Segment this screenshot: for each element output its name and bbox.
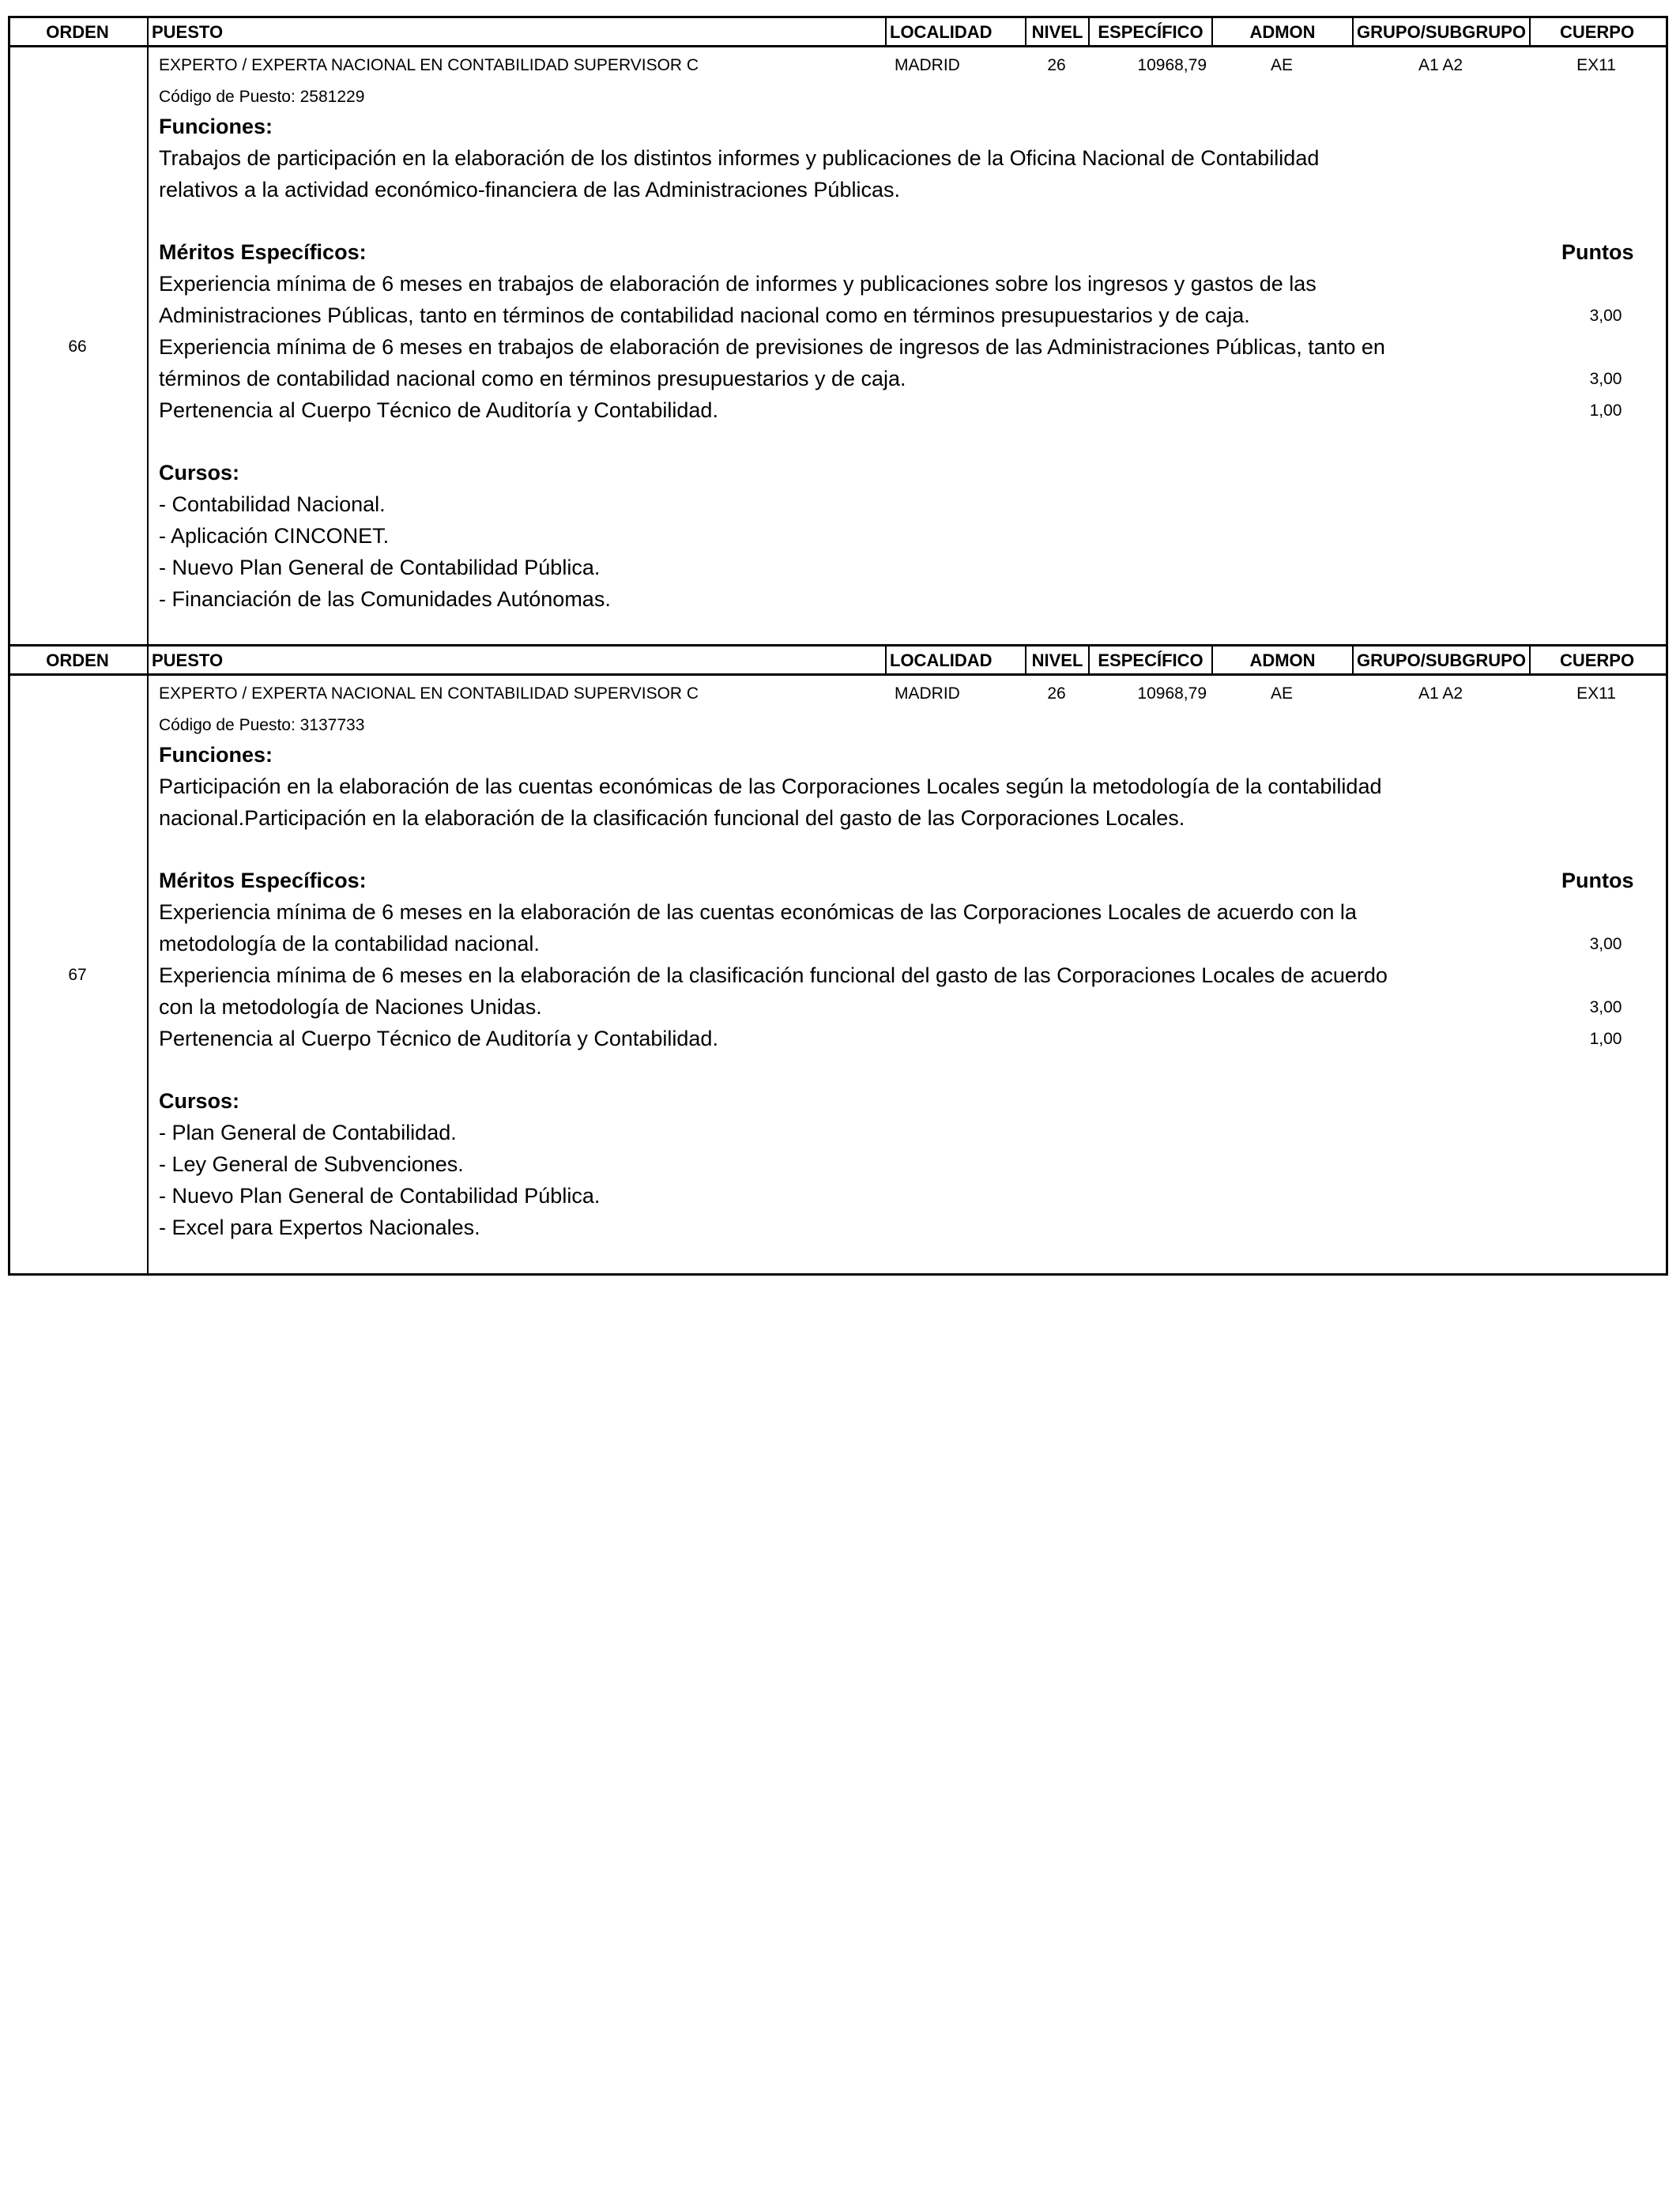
merito-line: con la metodología de Naciones Unidas. (159, 995, 542, 1019)
column-divider (147, 45, 149, 646)
header-admon: ADMON (1211, 18, 1352, 45)
merito-line: Experiencia mínima de 6 meses en la elaboración de las cuentas económicas de las Corporaciones Locales de acuerdo con la (159, 900, 1357, 924)
curso-item: - Nuevo Plan General de Contabilidad Pública. (159, 556, 601, 579)
orden-number: 66 (68, 337, 87, 356)
cuerpo-value: EX11 (1576, 56, 1616, 74)
header-grupo: GRUPO/SUBGRUPO (1352, 18, 1529, 45)
header-grupo: GRUPO/SUBGRUPO (1352, 647, 1529, 673)
funciones-heading: Funciones: (159, 115, 273, 138)
table-header (8, 644, 1668, 676)
funciones-line: Participación en la elaboración de las cuentas económicas de las Corporaciones Locales según la metodología de la contabilidad (159, 775, 1382, 798)
curso-item: - Ley General de Subvenciones. (159, 1152, 464, 1176)
header-puesto: PUESTO (147, 18, 885, 45)
localidad-value: MADRID (895, 684, 960, 703)
merito-line: términos de contabilidad nacional como en términos presupuestarios y de caja. (159, 367, 906, 390)
curso-item: - Nuevo Plan General de Contabilidad Pública. (159, 1184, 601, 1208)
curso-item: - Contabilidad Nacional. (159, 492, 386, 516)
merito-line: Pertenencia al Cuerpo Técnico de Auditoría y Contabilidad. (159, 398, 718, 422)
grupo-value: A1 A2 (1418, 684, 1463, 703)
grupo-value: A1 A2 (1418, 56, 1463, 74)
especifico-value: 10968,79 (1137, 56, 1207, 74)
merito-points: 1,00 (1589, 1030, 1622, 1048)
merito-points: 3,00 (1589, 998, 1622, 1016)
header-cuerpo: CUERPO (1529, 18, 1663, 45)
curso-item: - Financiación de las Comunidades Autónomas. (159, 587, 611, 611)
header-especifico: ESPECÍFICO (1088, 647, 1211, 673)
header-orden: ORDEN (46, 22, 109, 42)
curso-item: - Aplicación CINCONET. (159, 524, 390, 548)
puesto-title: EXPERTO / EXPERTA NACIONAL EN CONTABILIDAD SUPERVISOR C (159, 684, 699, 703)
merito-line: Experiencia mínima de 6 meses en trabajos de elaboración de previsiones de ingresos de las Administraciones Públicas, tanto en (159, 335, 1385, 359)
meritos-heading: Méritos Específicos: (159, 869, 367, 892)
merito-line: metodología de la contabilidad nacional. (159, 932, 540, 956)
merito-points: 1,00 (1589, 401, 1622, 420)
merito-points: 3,00 (1589, 935, 1622, 953)
puesto-title: EXPERTO / EXPERTA NACIONAL EN CONTABILIDAD SUPERVISOR C (159, 56, 699, 74)
admon-value: AE (1270, 684, 1293, 703)
cuerpo-value: EX11 (1576, 684, 1616, 703)
merito-points: 3,00 (1589, 370, 1622, 388)
cursos-heading: Cursos: (159, 461, 240, 484)
especifico-value: 10968,79 (1137, 684, 1207, 703)
curso-item: - Excel para Expertos Nacionales. (159, 1216, 480, 1239)
merito-line: Experiencia mínima de 6 meses en la elaboración de la clasificación funcional del gasto de las Corporaciones Locales de acuerdo (159, 963, 1388, 987)
header-nivel: NIVEL (1025, 18, 1088, 45)
nivel-value: 26 (1047, 56, 1066, 74)
puntos-heading: Puntos (1561, 869, 1634, 892)
header-especifico: ESPECÍFICO (1088, 18, 1211, 45)
header-nivel: NIVEL (1025, 647, 1088, 673)
admon-value: AE (1270, 56, 1293, 74)
header-localidad: LOCALIDAD (885, 647, 1025, 673)
cursos-heading: Cursos: (159, 1089, 240, 1113)
localidad-value: MADRID (895, 56, 960, 74)
header-admon: ADMON (1211, 647, 1352, 673)
funciones-line: nacional.Participación en la elaboración de la clasificación funcional del gasto de las Corporaciones Locales. (159, 806, 1185, 830)
merito-line: Experiencia mínima de 6 meses en trabajos de elaboración de informes y publicaciones sobre los ingresos y gastos de las (159, 272, 1317, 296)
table-header (8, 16, 1668, 47)
puntos-heading: Puntos (1561, 240, 1634, 264)
funciones-line: relativos a la actividad económico-financiera de las Administraciones Públicas. (159, 178, 900, 202)
header-localidad: LOCALIDAD (885, 18, 1025, 45)
merito-line: Administraciones Públicas, tanto en términos de contabilidad nacional como en términos presupuestarios y de caja. (159, 303, 1250, 327)
codigo-puesto: Código de Puesto: 2581229 (159, 88, 365, 106)
curso-item: - Plan General de Contabilidad. (159, 1121, 457, 1144)
codigo-puesto: Código de Puesto: 3137733 (159, 716, 365, 734)
merito-points: 3,00 (1589, 307, 1622, 325)
header-puesto: PUESTO (147, 647, 885, 673)
orden-number: 67 (68, 966, 87, 984)
header-orden: ORDEN (46, 650, 109, 670)
table-block-67 (8, 644, 1668, 1276)
merito-line: Pertenencia al Cuerpo Técnico de Auditoría y Contabilidad. (159, 1027, 718, 1050)
header-cuerpo: CUERPO (1529, 647, 1663, 673)
funciones-heading: Funciones: (159, 743, 273, 767)
meritos-heading: Méritos Específicos: (159, 240, 367, 264)
nivel-value: 26 (1047, 684, 1066, 703)
table-block-66 (8, 16, 1668, 646)
column-divider (147, 673, 149, 1276)
funciones-line: Trabajos de participación en la elaboración de los distintos informes y publicaciones de la Oficina Nacional de Contabilidad (159, 146, 1320, 170)
